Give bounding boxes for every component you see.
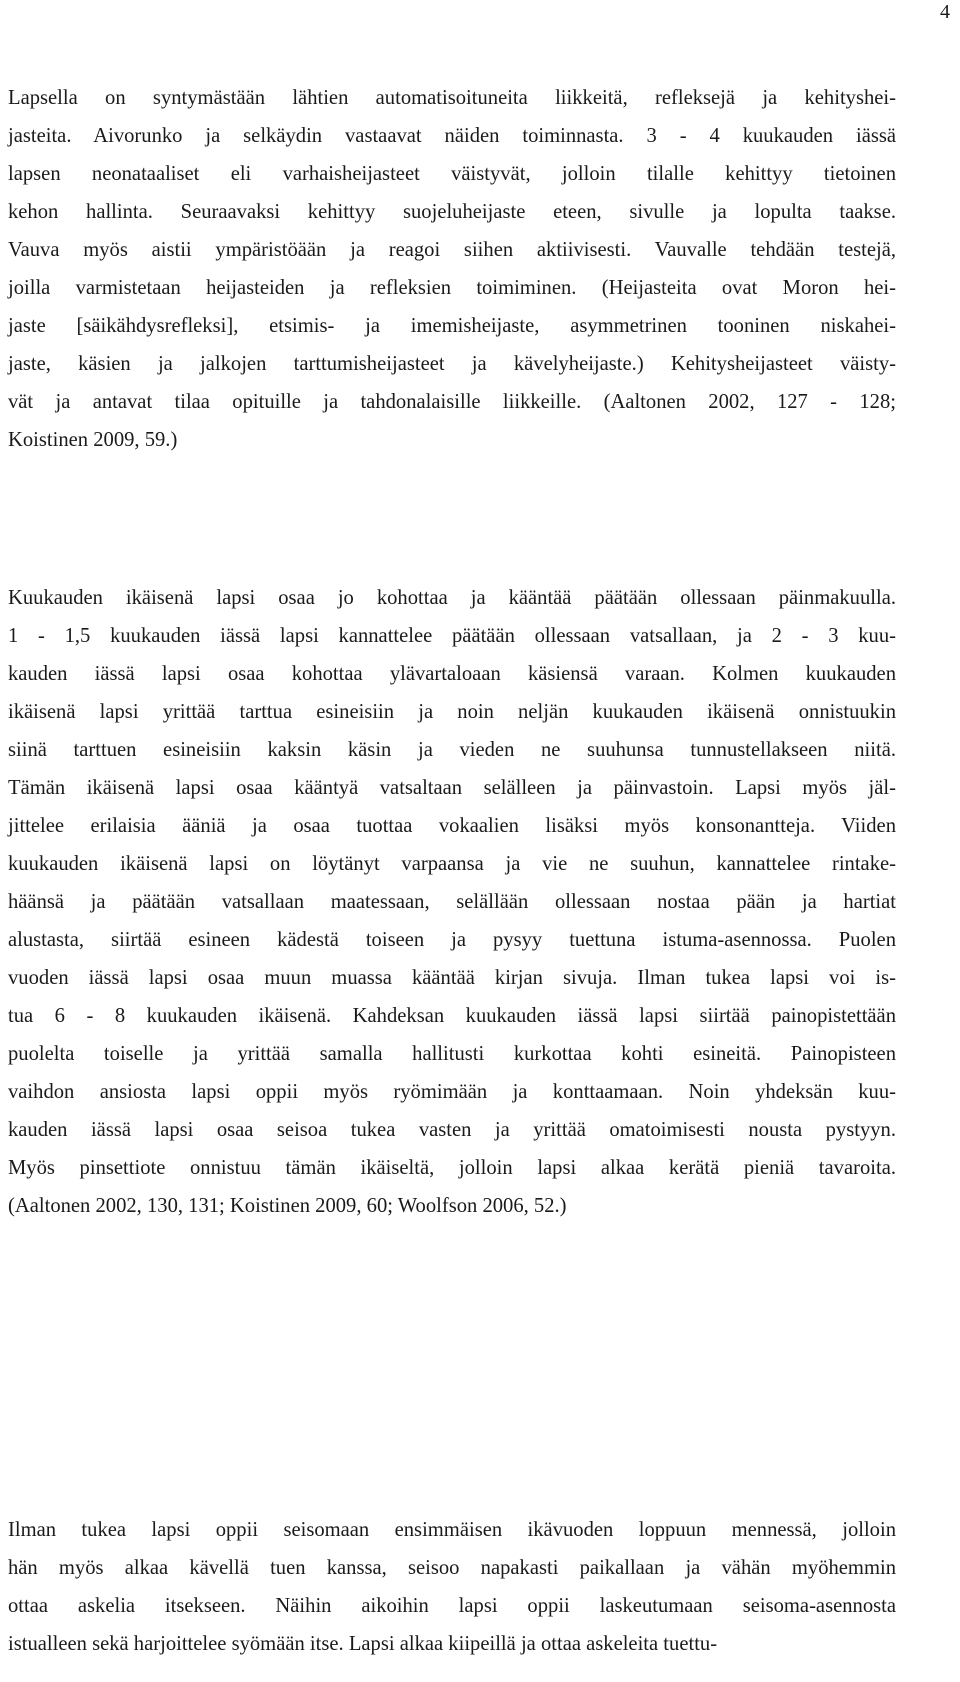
text-line: jasteita. Aivorunko ja selkäydin vastaavat näiden toiminnasta. 3 - 4 kuukauden iässä bbox=[8, 125, 896, 147]
paragraph-standing-walking bbox=[8, 1511, 896, 1663]
paragraph-reflexes bbox=[8, 79, 896, 459]
text-line: Ilman tukea lapsi oppii seisomaan ensimmäisen ikävuoden loppuun mennessä, jolloin bbox=[8, 1519, 896, 1541]
text-line: ikäisenä lapsi yrittää tarttua esineisiin ja noin neljän kuukauden ikäisenä onnistuukin bbox=[8, 701, 896, 723]
text-line: Tämän ikäisenä lapsi osaa kääntyä vatsaltaan selälleen ja päinvastoin. Lapsi myös jäl- bbox=[8, 777, 896, 799]
paragraph-infant-development bbox=[8, 579, 896, 1225]
text-line: 1 - 1,5 kuukauden iässä lapsi kannattelee päätään ollessaan vatsallaan, ja 2 - 3 kuu- bbox=[8, 625, 896, 647]
text-line: jaste [säikähdysrefleksi], etsimis- ja imemisheijaste, asymmetrinen tooninen niskahei- bbox=[8, 315, 896, 337]
text-line: kauden iässä lapsi osaa kohottaa ylävartaloaan käsiensä varaan. Kolmen kuukauden bbox=[8, 663, 896, 685]
text-line: lapsen neonataaliset eli varhaisheijasteet väistyvät, jolloin tilalle kehittyy tietoinen bbox=[8, 163, 896, 185]
text-line: jaste, käsien ja jalkojen tarttumisheijasteet ja kävelyheijaste.) Kehitysheijasteet väisty- bbox=[8, 353, 896, 375]
text-line: istualleen sekä harjoittelee syömään itse. Lapsi alkaa kiipeillä ja ottaa askeleita tuettu- bbox=[8, 1633, 718, 1655]
text-line: Lapsella on syntymästään lähtien automatisoituneita liikkeitä, refleksejä ja kehityshei- bbox=[8, 87, 896, 109]
text-line: (Aaltonen 2002, 130, 131; Koistinen 2009, 60; Woolfson 2006, 52.) bbox=[8, 1195, 567, 1217]
text-line: vät ja antavat tilaa opituille ja tahdonalaisille liikkeille. (Aaltonen 2002, 127 - 128; bbox=[8, 391, 896, 413]
page-number: 4 bbox=[940, 1, 950, 23]
text-line: kuukauden ikäisenä lapsi on löytänyt varpaansa ja vie ne suuhun, kannattelee rintake- bbox=[8, 853, 896, 875]
text-line: Kuukauden ikäisenä lapsi osaa jo kohottaa ja kääntää päätään ollessaan päinmakuulla. bbox=[8, 587, 896, 609]
text-line: häänsä ja päätään vatsallaan maatessaan, selällään ollessaan nostaa pään ja hartiat bbox=[8, 891, 896, 913]
text-line: vuoden iässä lapsi osaa muun muassa kääntää kirjan sivuja. Ilman tukea lapsi voi is- bbox=[8, 967, 896, 989]
text-line: kehon hallinta. Seuraavaksi kehittyy suojeluheijaste eteen, sivulle ja lopulta taakse. bbox=[8, 201, 896, 223]
text-line: vaihdon ansiosta lapsi oppii myös ryömimään ja konttaamaan. Noin yhdeksän kuu- bbox=[8, 1081, 896, 1103]
text-line: Vauva myös aistii ympäristöään ja reagoi siihen aktiivisesti. Vauvalle tehdään testejä, bbox=[8, 239, 896, 261]
text-line: puolelta toiselle ja yrittää samalla hallitusti kurkottaa kohti esineitä. Painopisteen bbox=[8, 1043, 896, 1065]
text-line: Myös pinsettiote onnistuu tämän ikäiseltä, jolloin lapsi alkaa kerätä pieniä tavaroita. bbox=[8, 1157, 896, 1179]
text-line: hän myös alkaa kävellä tuen kanssa, seisoo napakasti paikallaan ja vähän myöhemmin bbox=[8, 1557, 896, 1579]
text-line: alustasta, siirtää esineen kädestä toiseen ja pysyy tuettuna istuma-asennossa. Puolen bbox=[8, 929, 896, 951]
text-line: siinä tarttuen esineisiin kaksin käsin ja vieden ne suuhunsa tunnustellakseen niitä. bbox=[8, 739, 896, 761]
text-line: joilla varmistetaan heijasteiden ja refleksien toimiminen. (Heijasteita ovat Moron hei- bbox=[8, 277, 896, 299]
text-line: kauden iässä lapsi osaa seisoa tukea vasten ja yrittää omatoimisesti nousta pystyyn. bbox=[8, 1119, 896, 1141]
text-line: jittelee erilaisia ääniä ja osaa tuottaa vokaalien lisäksi myös konsonantteja. Viiden bbox=[8, 815, 896, 837]
text-line: Koistinen 2009, 59.) bbox=[8, 429, 178, 451]
text-line: ottaa askelia itsekseen. Näihin aikoihin lapsi oppii laskeutumaan seisoma-asennosta bbox=[8, 1595, 896, 1617]
text-line: tua 6 - 8 kuukauden ikäisenä. Kahdeksan kuukauden iässä lapsi siirtää painopistettään bbox=[8, 1005, 896, 1027]
